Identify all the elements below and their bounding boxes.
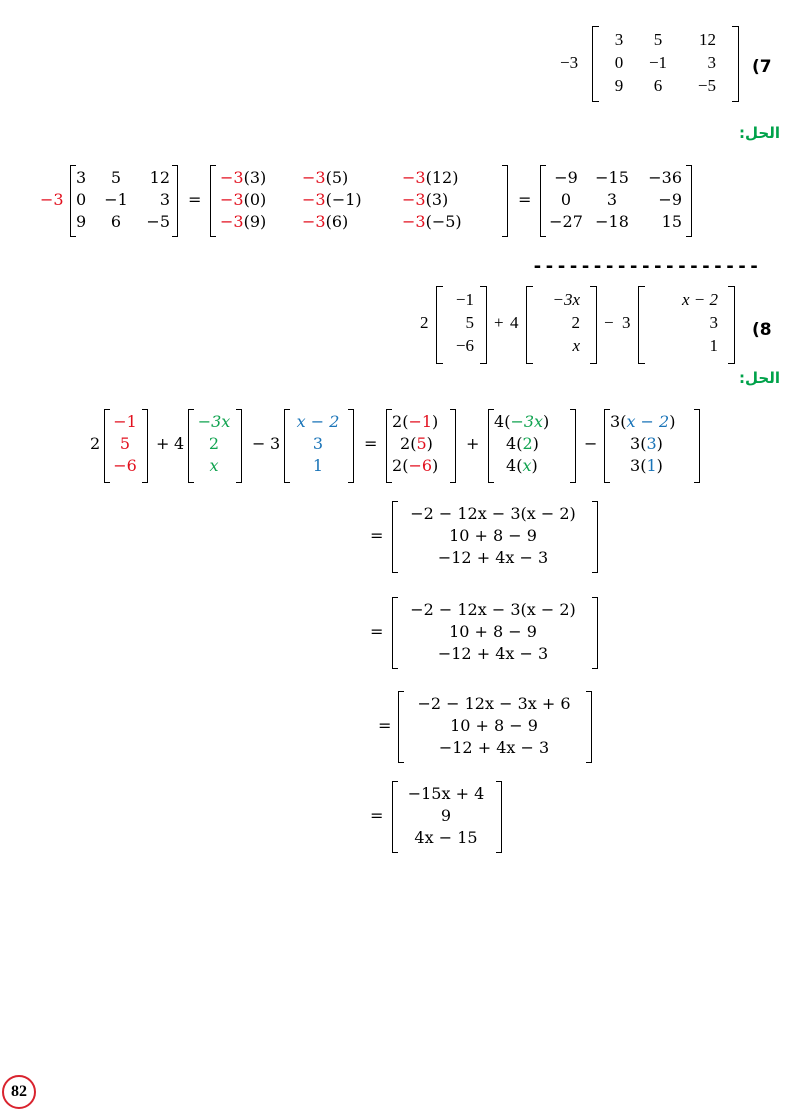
matrix-cell: 3 bbox=[76, 168, 87, 187]
vector-cell: 3(3) bbox=[630, 434, 663, 453]
matrix-cell: 3 bbox=[614, 30, 624, 49]
vector-cell: 5 bbox=[119, 434, 131, 453]
vector-cell: 4x − 15 bbox=[414, 828, 478, 847]
bracket-right bbox=[496, 781, 502, 853]
coefficient: 4 bbox=[510, 313, 519, 332]
matrix-cell: −3(3) bbox=[220, 168, 267, 187]
problem-7-statement bbox=[560, 22, 750, 104]
vector-cell: −3x bbox=[197, 412, 231, 431]
problem-8-solution-line-1 bbox=[90, 404, 710, 488]
bracket-right bbox=[586, 691, 592, 763]
matrix-cell: −3(5) bbox=[302, 168, 349, 187]
matrix-cell: 0 bbox=[614, 53, 624, 72]
coefficient: 2 bbox=[420, 313, 429, 332]
problem-8-step-3 bbox=[378, 686, 608, 766]
bracket-right bbox=[694, 409, 700, 483]
matrix-cell: −9 bbox=[554, 168, 578, 187]
vector-cell: 1 bbox=[312, 456, 324, 475]
matrix-cell: −1 bbox=[104, 190, 128, 209]
bracket-right bbox=[236, 409, 242, 483]
vector-cell: −3x bbox=[552, 290, 580, 309]
bracket-right bbox=[450, 409, 456, 483]
equals-sign: = bbox=[370, 526, 384, 545]
bracket-right bbox=[686, 165, 692, 237]
matrix-cell: 9 bbox=[614, 76, 624, 95]
bracket-left bbox=[638, 286, 645, 364]
matrix-cell: 6 bbox=[653, 76, 663, 95]
problem-8-statement bbox=[420, 282, 745, 366]
vector-cell: −1 bbox=[455, 290, 474, 309]
vector-cell: −15x + 4 bbox=[407, 784, 485, 803]
vector-cell: −2 − 12x − 3(x − 2) bbox=[410, 600, 576, 619]
matrix-cell: 12 bbox=[699, 30, 716, 49]
bracket-left bbox=[540, 165, 546, 237]
vector-cell: x bbox=[209, 456, 219, 475]
vector-cell: x − 2 bbox=[296, 412, 340, 431]
matrix-cell: 5 bbox=[110, 168, 122, 187]
vector-cell: −2 − 12x − 3(x − 2) bbox=[410, 504, 576, 523]
problem-8-number: (8 bbox=[752, 320, 772, 340]
vector-cell: 3 bbox=[312, 434, 324, 453]
bracket-left bbox=[210, 165, 216, 237]
vector-cell: −6 bbox=[113, 456, 137, 475]
vector-cell: −12 + 4x − 3 bbox=[438, 738, 550, 757]
coefficient: 3 bbox=[622, 313, 631, 332]
vector-cell: x − 2 bbox=[681, 290, 718, 309]
scalar: −3 bbox=[560, 53, 579, 72]
plus-sign: + bbox=[494, 313, 504, 332]
vector-cell: 2(5) bbox=[400, 434, 433, 453]
matrix-cell: −36 bbox=[648, 168, 682, 187]
equals-sign: = bbox=[364, 434, 378, 453]
bracket-right bbox=[142, 409, 148, 483]
scalar: −3 bbox=[40, 190, 64, 209]
minus-sign: − bbox=[252, 434, 266, 453]
problem-8-final bbox=[370, 776, 510, 856]
vector-cell: 4(2) bbox=[506, 434, 539, 453]
matrix-cell: −3(−5) bbox=[402, 212, 462, 231]
matrix-cell: −3(9) bbox=[220, 212, 267, 231]
matrix-cell: 12 bbox=[149, 168, 170, 187]
vector-cell: 2 bbox=[208, 434, 220, 453]
minus-sign: − bbox=[584, 434, 598, 453]
vector-cell: 3(x − 2) bbox=[610, 412, 676, 431]
bracket-left bbox=[592, 26, 599, 102]
vector-cell: −6 bbox=[455, 336, 474, 355]
matrix-cell: −5 bbox=[697, 76, 716, 95]
vector-cell: x bbox=[572, 336, 580, 355]
matrix-cell: −1 bbox=[648, 53, 668, 72]
bracket-right bbox=[570, 409, 576, 483]
matrix-cell: 0 bbox=[560, 190, 572, 209]
coefficient: 2 bbox=[90, 434, 101, 453]
matrix-cell: −3(6) bbox=[302, 212, 349, 231]
bracket-right bbox=[728, 286, 735, 364]
plus-sign: + bbox=[466, 434, 480, 453]
matrix-cell: 6 bbox=[110, 212, 122, 231]
bracket-right bbox=[592, 597, 598, 669]
matrix-cell: 3 bbox=[707, 53, 716, 72]
matrix-cell: 3 bbox=[159, 190, 170, 209]
section-divider: ------------------- bbox=[532, 256, 761, 277]
vector-cell: 1 bbox=[709, 336, 718, 355]
bracket-left bbox=[526, 286, 533, 364]
matrix-cell: 9 bbox=[76, 212, 87, 231]
solution-label: الحل: bbox=[739, 369, 780, 387]
matrix-cell: −3(0) bbox=[220, 190, 267, 209]
bracket-right bbox=[592, 501, 598, 573]
bracket-right bbox=[502, 165, 508, 237]
problem-8-step-2 bbox=[370, 592, 610, 672]
problem-7-solution bbox=[40, 160, 740, 242]
matrix-cell: 5 bbox=[653, 30, 663, 49]
vector-cell: 4(x) bbox=[506, 456, 538, 475]
bracket-right bbox=[172, 165, 178, 237]
matrix-cell: −15 bbox=[595, 168, 629, 187]
equals-sign: = bbox=[518, 190, 532, 209]
matrix-cell: −18 bbox=[595, 212, 629, 231]
vector-cell: 2(−1) bbox=[392, 412, 439, 431]
page-number: 82 bbox=[11, 1083, 27, 1100]
vector-cell: 2 bbox=[571, 313, 580, 332]
vector-cell: 3(1) bbox=[630, 456, 663, 475]
coefficient: 4 bbox=[174, 434, 185, 453]
vector-cell: 10 + 8 − 9 bbox=[449, 622, 537, 641]
matrix-cell: 0 bbox=[76, 190, 87, 209]
matrix-cell: −9 bbox=[658, 190, 682, 209]
matrix-cell: −5 bbox=[146, 212, 170, 231]
matrix-cell: 15 bbox=[661, 212, 682, 231]
vector-cell: 10 + 8 − 9 bbox=[449, 526, 537, 545]
bracket-right bbox=[480, 286, 487, 364]
matrix-cell: −3(3) bbox=[402, 190, 449, 209]
problem-7-number: (7 bbox=[752, 57, 772, 77]
page-number-badge bbox=[2, 1075, 36, 1109]
coefficient: 3 bbox=[270, 434, 281, 453]
vector-cell: 4(−3x) bbox=[494, 412, 550, 431]
vector-cell: 5 bbox=[465, 313, 474, 332]
equals-sign: = bbox=[378, 716, 392, 735]
equals-sign: = bbox=[370, 806, 384, 825]
vector-cell: 3 bbox=[709, 313, 718, 332]
vector-cell: 2(−6) bbox=[392, 456, 439, 475]
vector-cell: 9 bbox=[440, 806, 452, 825]
vector-cell: −12 + 4x − 3 bbox=[437, 644, 549, 663]
problem-8-step-1 bbox=[370, 496, 610, 576]
vector-cell: −12 + 4x − 3 bbox=[437, 548, 549, 567]
minus-sign: − bbox=[604, 313, 614, 332]
bracket-right bbox=[348, 409, 354, 483]
matrix-cell: −27 bbox=[549, 212, 583, 231]
plus-sign: + bbox=[156, 434, 170, 453]
vector-cell: −2 − 12x − 3x + 6 bbox=[417, 694, 571, 713]
equals-sign: = bbox=[370, 622, 384, 641]
vector-cell: 10 + 8 − 9 bbox=[450, 716, 538, 735]
matrix-cell: −3(12) bbox=[402, 168, 459, 187]
bracket-right bbox=[590, 286, 597, 364]
matrix-cell: −3(−1) bbox=[302, 190, 362, 209]
bracket-left bbox=[436, 286, 443, 364]
matrix-cell: 3 bbox=[606, 190, 618, 209]
solution-label: الحل: bbox=[739, 124, 780, 142]
equals-sign: = bbox=[188, 190, 202, 209]
vector-cell: −1 bbox=[113, 412, 137, 431]
bracket-right bbox=[732, 26, 739, 102]
